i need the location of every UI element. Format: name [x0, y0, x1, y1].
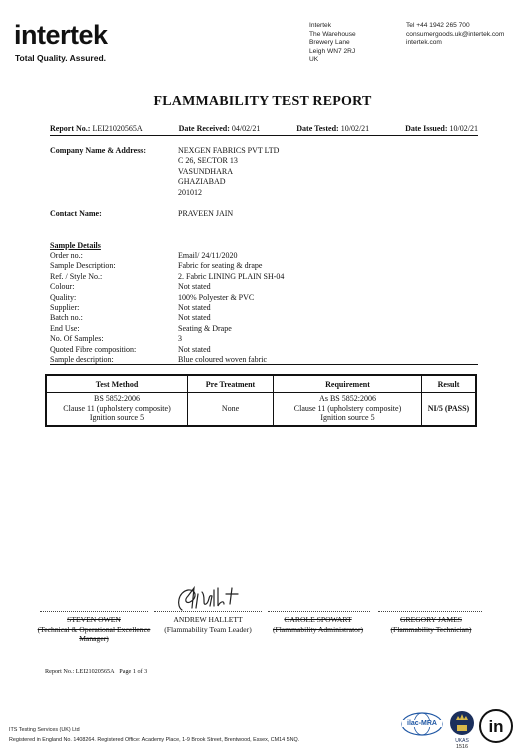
signatory-name: ANDREW HALLETT — [173, 615, 243, 624]
signature-line — [268, 611, 370, 612]
signatory-andrew-hallett — [148, 615, 268, 634]
table-row — [46, 393, 476, 426]
sample-field-label: Batch no.: — [50, 313, 83, 323]
address-line: Brewery Lane — [309, 39, 350, 47]
sample-field-value: Blue coloured woven fabric — [178, 355, 268, 365]
sample-field-label: Sample description: — [50, 355, 114, 365]
date-issued: Date Issued: 10/02/21 — [405, 124, 478, 133]
lab-address — [309, 22, 356, 65]
signatory-role: (Flammability Team Leader) — [164, 624, 252, 634]
sample-field-value: Fabric for seating & drape — [178, 261, 263, 271]
date-tested: Date Tested: 10/02/21 — [296, 124, 370, 133]
report-number: Report No.: LEI21020565A — [50, 124, 143, 133]
ukas-accreditation-number: 1516 — [456, 744, 468, 750]
signatory-name: GREGORY JAMES — [400, 615, 462, 624]
sample-field-label: End Use: — [50, 323, 80, 333]
ilac-mra-logo: ilac-MRA — [400, 711, 444, 737]
sample-field-value: 2. Fabric LINING PLAIN SH-04 — [178, 271, 285, 281]
sample-field-value: Email/ 24/11/2020 — [178, 251, 238, 260]
signatory-name: CAROLE SPOWART — [284, 615, 352, 624]
sample-field-label: Quoted Fibre composition: — [50, 344, 137, 354]
website-link[interactable]: intertek.com — [406, 39, 442, 47]
ukas-logo: UKAS 1516 — [449, 708, 475, 750]
signature-line — [40, 611, 148, 612]
sample-details-values — [178, 251, 284, 365]
results-table — [45, 374, 477, 427]
page-reference — [45, 668, 147, 675]
phone-number: Tel +44 1942 265 700 — [406, 22, 470, 29]
intertek-logo: intertek — [14, 20, 108, 50]
contact-name-value: PRAVEEN JAIN — [178, 209, 234, 218]
header-result: Result — [422, 375, 477, 393]
header-requirement: Requirement — [274, 375, 422, 393]
sample-field-value: Not stated — [178, 313, 211, 323]
header-pre-treatment: Pre Treatment — [188, 375, 274, 393]
sample-field-value: Not stated — [178, 344, 211, 354]
report-meta-row — [50, 124, 478, 136]
address-line: Leigh WN7 2RJ — [309, 47, 356, 55]
sample-field-label: Quality: — [50, 292, 77, 302]
sample-field-label: Order no.: — [50, 251, 83, 260]
result-cell: NI/5 (PASS) — [422, 393, 477, 426]
ukas-crown-icon — [449, 708, 475, 738]
intertek-in-logo: in — [479, 709, 513, 743]
signatory-carole-spowart — [270, 615, 366, 634]
results-header-row — [46, 375, 476, 393]
footer-registration: Registered in England No. 1408264. Registered Office: Academy Place, 1-9 Brook Street, Brentwood, Essex, CM14 5NQ. — [9, 737, 300, 743]
report-title: FLAMMABILITY TEST REPORT — [153, 94, 372, 109]
test-method-cell: BS 5852:2006 Clause 11 (upholstery composite) Ignition source 5 — [46, 393, 188, 426]
company-line: C 26, SECTOR 13 — [178, 156, 238, 166]
signatory-gregory-james — [376, 615, 486, 634]
signatory-role: (Flammability Administrator) — [272, 624, 364, 634]
email-link[interactable]: consumergoods.uk@intertek.com — [406, 30, 505, 38]
sample-details-labels — [50, 251, 136, 365]
lab-contact — [406, 22, 504, 48]
header-test-method: Test Method — [46, 375, 188, 393]
signatory-name: STEVEN OWEN — [67, 615, 121, 624]
sample-field-label: Supplier: — [50, 303, 80, 313]
company-label: Company Name & Address: — [50, 146, 147, 155]
company-line: VASUNDHARA — [178, 166, 233, 176]
signature-line — [154, 611, 262, 612]
sample-field-value: 3 — [178, 334, 182, 344]
company-address — [178, 146, 279, 198]
sample-field-value: Not stated — [178, 303, 211, 313]
contact-name-label: Contact Name: — [50, 209, 102, 218]
footer-report-number: Report No.: LEI21020565A — [45, 668, 115, 675]
logo-tagline: Total Quality. Assured. — [15, 53, 106, 63]
signatory-role: (Technical & Operational Excellence Manager) — [37, 624, 151, 643]
company-line: NEXGEN FABRICS PVT LTD — [178, 146, 280, 155]
address-line: Intertek — [309, 22, 331, 29]
sample-details-heading: Sample Details — [50, 241, 101, 250]
footer-company: ITS Testing Services (UK) Ltd — [9, 727, 80, 733]
pre-treatment-cell: None — [188, 393, 274, 426]
sample-field-value: Seating & Drape — [178, 323, 232, 333]
sample-field-label: Colour: — [50, 282, 75, 292]
section-divider — [50, 364, 478, 365]
sample-field-label: Sample Description: — [50, 261, 116, 271]
sample-field-label: Ref. / Style No.: — [50, 271, 103, 281]
requirement-cell: As BS 5852:2006 Clause 11 (upholstery composite) Ignition source 5 — [274, 393, 422, 426]
sample-field-value: Not stated — [178, 282, 211, 292]
sample-field-value: 100% Polyester & PVC — [178, 292, 255, 302]
address-line: The Warehouse — [309, 30, 356, 38]
company-line: 201012 — [178, 187, 202, 197]
signatory-steven-owen — [34, 615, 154, 644]
signatory-role: (Flammability Technician) — [390, 624, 472, 634]
page-number: Page 1 of 3 — [119, 668, 148, 675]
sample-field-label: No. Of Samples: — [50, 334, 104, 344]
address-line: UK — [309, 56, 319, 64]
company-line: GHAZIABAD — [178, 177, 226, 187]
signature-line — [378, 611, 482, 612]
date-received: Date Received: 04/02/21 — [178, 124, 261, 133]
